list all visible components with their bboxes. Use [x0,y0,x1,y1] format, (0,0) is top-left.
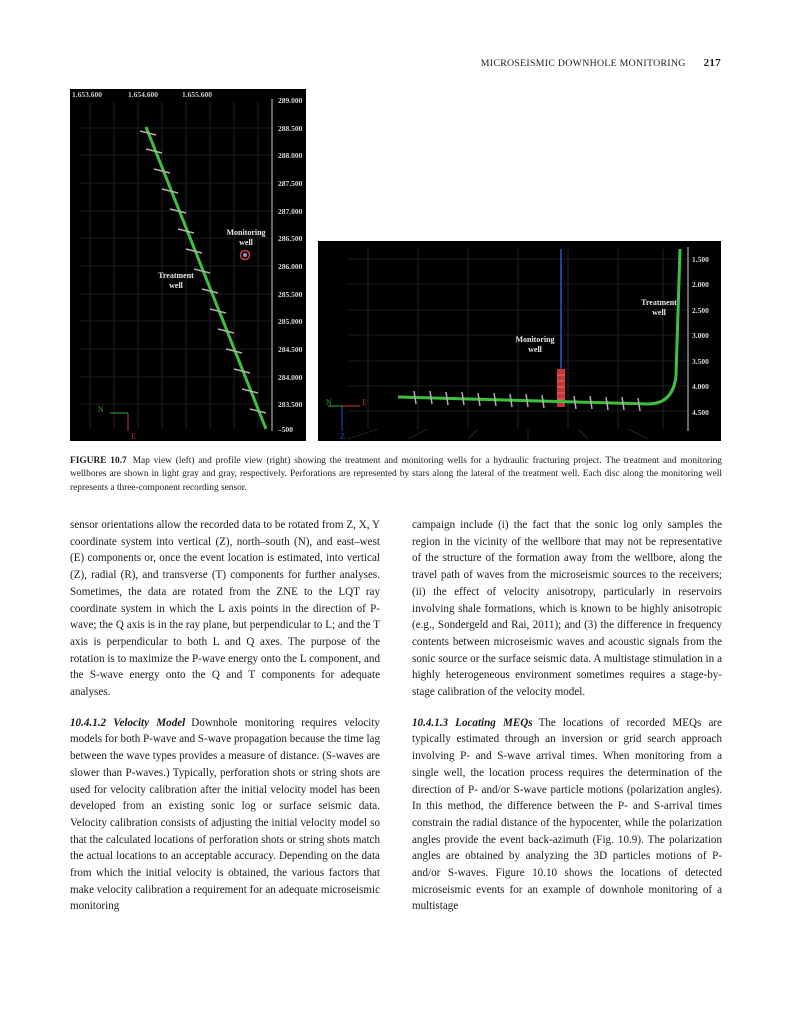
profile-axis-z: Z [340,432,345,441]
section-heading: 10.4.1.2 Velocity Model [70,716,186,729]
map-top-labels [72,90,212,99]
map-right-label: 287.000 [278,207,303,216]
map-right-label: –500 [278,425,293,434]
profile-monitoring-label: Monitoring [515,335,555,344]
map-treatment-label: Treatment [158,271,194,280]
profile-monitoring-label: well [528,345,542,354]
map-right-label: 286.500 [278,234,303,243]
profile-right-label: 3.000 [692,331,709,340]
map-axis-n: N [98,405,104,414]
profile-right-label: 2.000 [692,280,709,289]
page-number: 217 [703,57,721,69]
profile-right-label: 1.500 [692,255,709,264]
body-paragraph: campaign include (i) the fact that the sonic log only samples the region in the vicinity of the wellbore that may not be representative of the structure of the formation away from the wellbore, along the travel path of waves from the microseismic sources to the receivers; (ii) the effect of velocity anisotropy, particularly in reservoirs involving shale formations, which is known to be highly anisotropic (e.g., Sondergeld and Rai, 2011); and (3) the difference in frequency contents between microseismic waves and acoustic signals from the sonic source or the surface seismic data. A multistage stimulation in a highly heterogeneous environment sometimes requires a stage-by-stage calibration of the velocity model. [412,519,722,699]
paragraph-text: The locations of recorded MEQs are typically estimated through an inversion or grid search approach involving P- and S-wave arrival times. When monitoring from a single well, the location process requires the determination of the direction of P- and/or S-wave particle motions (polarization angles). In this method, the difference between the P- and S-arrival times constrain the radial distance of the hypocenter, while the polarization angles provide the event back-azimuth (Fig. 10.9). The polarization angles are obtained by analyzing the 3D particles motions of P- and/or S-waves. Figure 10.10 shows the locations of detected microseismic events for an example of downhole monitoring of a multistage [412,716,722,913]
running-title: MICROSEISMIC DOWNHOLE MONITORING [480,58,686,69]
figure-caption [70,455,722,495]
profile-right-label: 2.500 [692,306,709,315]
map-monitoring-label: Monitoring [226,228,266,237]
map-top-label: 1.653.600 [72,90,102,99]
map-monitoring-label: well [239,238,253,247]
body-paragraph [412,715,722,915]
figure-caption-label: FIGURE 10.7 [70,456,127,466]
map-right-label: 288.500 [278,124,303,133]
map-treatment-label: well [169,281,183,290]
map-right-label: 287.500 [278,179,303,188]
figure-caption-text: Map view (left) and profile view (right) showing the treatment and monitoring wells for a hydraulic fracturing project. The treatment and monitoring wellbores are shown in light gray and gray, respectively. Perforations are represented by stars along the lateral of the treatment well. Each disc along the monitoring well represents a three-component recording sensor. [70,456,722,493]
map-right-label: 288.000 [278,151,303,160]
map-top-label: 1.655.600 [182,90,212,99]
profile-treatment-label: Treatment [641,298,677,307]
section-heading: 10.4.1.3 Locating MEQs [412,716,533,729]
map-top-label: 1.654.600 [128,90,158,99]
profile-treatment-label: well [652,308,666,317]
map-right-label: 285.000 [278,317,303,326]
right-column [412,517,722,915]
profile-axis-e: E [362,398,367,407]
profile-right-label: 3.500 [692,357,709,366]
map-right-label: 284.000 [278,373,303,382]
body-paragraph [70,715,380,915]
map-right-label: 289.000 [278,96,303,105]
body-paragraph: sensor orientations allow the recorded data to be rotated from Z, X, Y coordinate system into vertical (Z), north–south (N), and east–west (E) components or, once the event location is estimated, into vertical (Z), radial (R), and transverse (T) components for further analyses. Sometimes, the data are rotated from the ZNE to the LQT ray coordinate system in which the L axis points in the direction of P-wave; the Q axis is in the ray plane, but perpendicular to L; and the T axis is perpendicular to both L and Q axes. The purpose of the rotation is to maximize the P-wave energy onto the L component, and the S-wave energy onto the Q and T components for adequate analyses. [70,519,380,699]
profile-view-figure [318,241,721,441]
map-axis-e: E [131,432,136,441]
map-right-label: 286.000 [278,262,303,271]
map-right-label: 284.500 [278,345,303,354]
map-right-label: 285.500 [278,290,303,299]
left-column [70,517,380,915]
profile-right-label: 4.500 [692,408,709,417]
map-view-figure [70,89,306,441]
profile-right-label: 4.000 [692,382,709,391]
running-head [481,57,721,69]
paragraph-text: Downhole monitoring requires velocity models for both P-wave and S-wave propagation because the time lag between the wave types provides a measure of distance. (S-waves are slower than P-waves.) Typically, perforation shots or string shots are used for velocity calibration after the initial velocity model has been developed from an existing sonic log or surface seismic data. Velocity calibration consists of adjusting the initial velocity model so that the calculated locations of perforation shots or string shots match the actual locations to an acceptable accuracy. Depending on the data from which the initial velocity is obtained, the various factors that make velocity calibration a requirement for an adequate microseismic monitoring [70,716,380,913]
map-right-label: 283.500 [278,400,303,409]
profile-axis-n: N [326,398,332,407]
